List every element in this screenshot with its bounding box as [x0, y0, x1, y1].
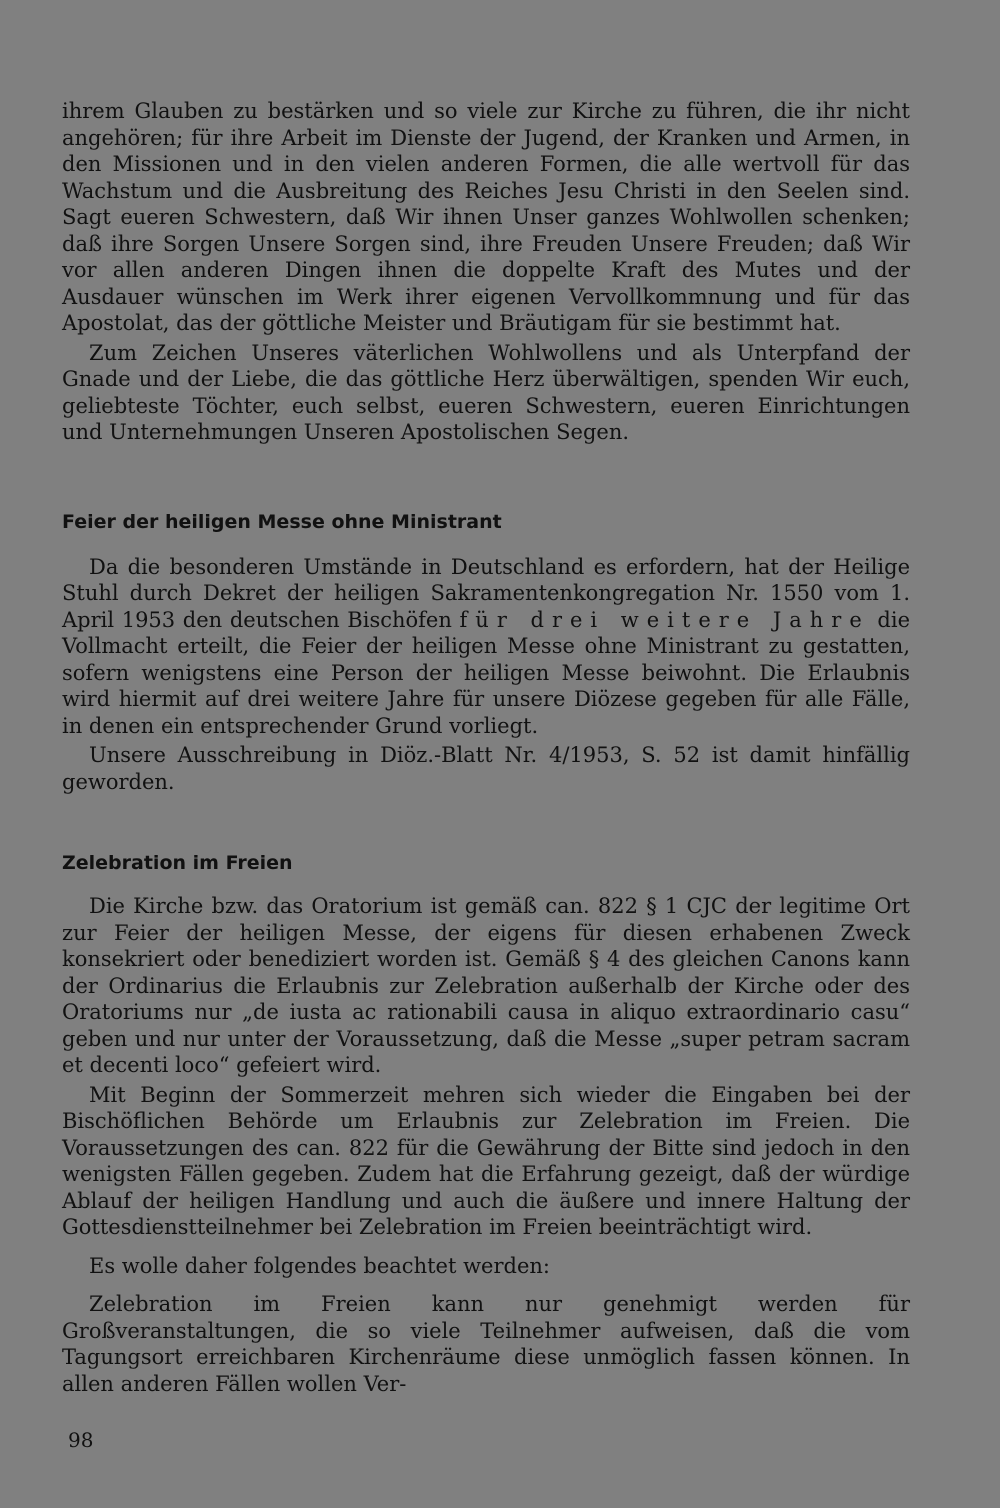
paragraph-vollmacht: [62, 554, 910, 740]
section-heading-wrap: [62, 510, 910, 534]
text-run: Da die besonderen Umstände in Deutschland es erfordern, hat der Heilige Stuhl durch Dekret der heiligen Sakramentenkongregation Nr. 1550 vom 1. April 1953 den deutschen Bischöfen: [62, 554, 910, 632]
emphasized-text: für drei weitere Jahre: [459, 607, 870, 632]
paragraph-ausschreibung: Unsere Ausschreibung in Diöz.-Blatt Nr. 4/1953, S. 52 ist damit hinfällig geworden.: [62, 743, 910, 794]
paragraph-grossveranstaltungen: Zelebration im Freien kann nur genehmigt werden für Großveranstaltungen, die so viele Teilnehmer aufweisen, daß die vom Tagungsort erreichbaren Kirchenräume diese unmöglich fassen können. In allen anderen Fällen wollen Ver-: [62, 1292, 910, 1396]
paragraph-beachtung: Es wolle daher folgendes beachtet werden:: [89, 1253, 550, 1278]
paragraph-intro-continued: ihrem Glauben zu bestärken und so viele zur Kirche zu führen, die ihr nicht angehören; für ihre Arbeit im Dienste der Jugend, der Kranken und Armen, in den Missionen und in den vielen anderen Formen, die alle wertvoll für das Wachstum und die Ausbreitung des Reiches Jesu Christi in den Seelen sind. Sagt eueren Schwestern, daß Wir ihnen Unser ganzes Wohlwollen schenken; daß ihre Sorgen Unsere Sorgen sind, ihre Freuden Unsere Freuden; daß Wir vor allen anderen Dingen ihnen die doppelte Kraft des Mutes und der Ausdauer wünschen im Werk ihrer eigenen Vervollkommnung und für das Apostolat, das der göttliche Meister und Bräutigam für sie bestimmt hat.: [62, 99, 910, 335]
section-heading-messe-ohne-ministrant: Feier der heiligen Messe ohne Ministrant: [62, 510, 502, 533]
paragraph-sommerzeit: Mit Beginn der Sommerzeit mehren sich wieder die Eingaben bei der Bischöflichen Behörde um Erlaubnis zur Zelebration im Freien. Die Voraussetzungen des can. 822 für die Gewährung der Bitte sind jedoch in den wenigsten Fällen gegeben. Zudem hat die Erfahrung gezeigt, daß der würdige Ablauf der heiligen Handlung und auch die äußere und innere Haltung der Gottesdienstteilnehmer bei Zelebration im Freien beeinträchtigt wird.: [62, 1082, 910, 1239]
page-number: 98: [68, 1428, 94, 1452]
section-heading-zelebration-im-freien: Zelebration im Freien: [62, 852, 293, 874]
text-run: die Vollmacht erteilt, die Feier der heiligen Messe ohne Ministrant zu gestatten, sofern wenigstens eine Person der heiligen Messe beiwohnt. Die Erlaubnis wird hiermit auf drei weitere Jahre für unsere Diözese gegeben für alle Fälle, in denen ein entsprechender Grund vorliegt.: [62, 607, 911, 738]
paragraph-oratorium: Die Kirche bzw. das Oratorium ist gemäß can. 822 § 1 CJC der legitime Ort zur Feier der heiligen Messe, der eigens für diesen erhabenen Zweck konsekriert oder benediziert worden ist. Gemäß § 4 des gleichen Canons kann der Ordinarius die Erlaubnis zur Zelebration außerhalb der Kirche oder des Oratoriums nur „de iusta ac rationabili causa in aliquo extraordinario casu“ geben und nur unter der Voraussetzung, daß die Messe „super petram sacram et decenti loco“ gefeiert wird.: [62, 894, 910, 1077]
section-heading-wrap: [62, 851, 910, 875]
page-body: [62, 98, 910, 1397]
paragraph-blessing: Zum Zeichen Unseres väterlichen Wohlwollens und als Unterpfand der Gnade und der Liebe, die das göttliche Herz überwältigen, spenden Wir euch, geliebteste Töchter, euch selbst, eueren Schwestern, eueren Einrichtungen und Unternehmungen Unseren Apostolischen Segen.: [62, 340, 910, 444]
